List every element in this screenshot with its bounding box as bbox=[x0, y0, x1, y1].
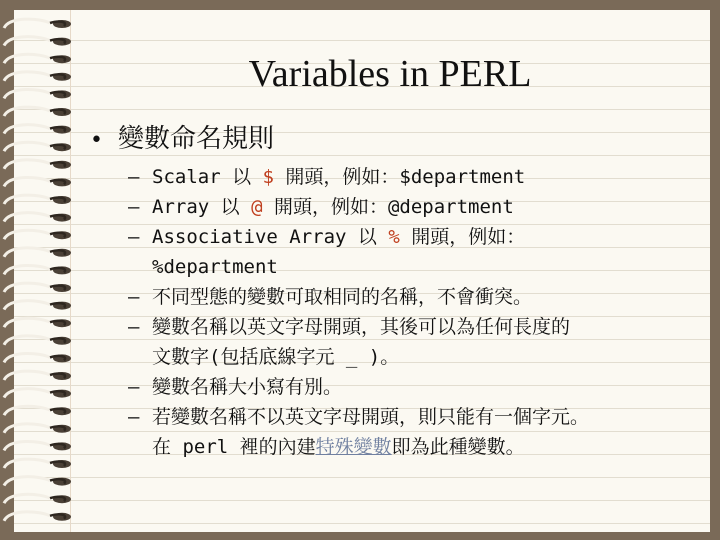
spiral-ring bbox=[4, 441, 50, 450]
item-text: Associative Array 以 bbox=[152, 226, 389, 248]
item-text: 開頭，例如： bbox=[399, 226, 526, 248]
item-text: 不同型態的變數可取相同的名稱，不會衝突。 bbox=[152, 286, 533, 308]
array-symbol: @ bbox=[251, 196, 263, 218]
spiral-ring bbox=[4, 336, 50, 345]
special-variables-link[interactable]: 特殊變數 bbox=[315, 436, 392, 458]
list-item-case-sensitive bbox=[128, 372, 708, 402]
bullet-text: 變數命名規則 bbox=[118, 124, 275, 154]
dash-marker: – bbox=[128, 166, 140, 188]
spiral-ring bbox=[4, 230, 50, 239]
item-continuation: %department bbox=[152, 256, 278, 278]
spiral-ring bbox=[4, 477, 50, 486]
list-item-scalar bbox=[128, 162, 708, 192]
dash-marker: – bbox=[128, 376, 140, 398]
spiral-ring bbox=[4, 512, 50, 521]
dash-marker: – bbox=[128, 286, 140, 308]
item-text: 即為此種變數。 bbox=[391, 436, 525, 458]
spiral-ring bbox=[4, 142, 50, 151]
spiral-ring bbox=[4, 494, 50, 503]
item-text: 若變數名稱不以英文字母開頭，則只能有一個字元。 bbox=[152, 406, 590, 428]
spiral-ring bbox=[4, 353, 50, 362]
list-item-no-conflict bbox=[128, 282, 708, 312]
list-item-array bbox=[128, 192, 708, 222]
dash-marker: – bbox=[128, 406, 140, 428]
item-text: 變數名稱以英文字母開頭，其後可以為任何長度的 bbox=[152, 316, 571, 338]
slide-title: Variables in PERL bbox=[248, 53, 532, 95]
list-item-special-vars bbox=[128, 402, 708, 462]
spiral-ring bbox=[4, 406, 50, 415]
spiral-ring bbox=[4, 125, 50, 134]
item-text: Scalar 以 bbox=[152, 166, 263, 188]
dash-marker: – bbox=[128, 226, 140, 248]
sub-bullet-list bbox=[128, 162, 708, 462]
item-text: 開頭，例如：$department bbox=[273, 166, 526, 188]
spiral-ring bbox=[4, 37, 50, 46]
spiral-ring bbox=[4, 459, 50, 468]
item-text: 變數名稱大小寫有別。 bbox=[152, 376, 343, 398]
spiral-ring bbox=[4, 177, 50, 186]
list-item-associative-array bbox=[128, 222, 708, 282]
spiral-ring bbox=[4, 213, 50, 222]
spiral-ring bbox=[4, 195, 50, 204]
item-text: 在 perl 裡的內建 bbox=[152, 436, 316, 458]
spiral-ring bbox=[4, 248, 50, 257]
list-item-naming-start bbox=[128, 312, 708, 372]
dash-marker: – bbox=[128, 316, 140, 338]
item-continuation bbox=[152, 432, 708, 462]
spiral-ring bbox=[4, 89, 50, 98]
spiral-ring bbox=[4, 301, 50, 310]
spiral-ring bbox=[4, 160, 50, 169]
spiral-ring bbox=[4, 72, 50, 81]
spiral-ring bbox=[4, 389, 50, 398]
spiral-ring bbox=[4, 371, 50, 380]
spiral-ring bbox=[4, 54, 50, 63]
item-text: Array 以 bbox=[152, 196, 252, 218]
spiral-ring bbox=[4, 265, 50, 274]
bullet-marker: • bbox=[90, 128, 103, 153]
spiral-ring bbox=[4, 424, 50, 433]
hash-symbol: % bbox=[388, 226, 400, 248]
spiral-ring bbox=[4, 283, 50, 292]
main-bullet bbox=[90, 118, 274, 155]
spiral-ring bbox=[4, 19, 50, 28]
scalar-symbol: $ bbox=[262, 166, 274, 188]
item-continuation: 文數字(包括底線字元 _ )。 bbox=[152, 346, 400, 368]
dash-marker: – bbox=[128, 196, 140, 218]
spiral-ring bbox=[4, 107, 50, 116]
spiral-ring bbox=[4, 318, 50, 327]
item-text: 開頭，例如：@department bbox=[262, 196, 514, 218]
